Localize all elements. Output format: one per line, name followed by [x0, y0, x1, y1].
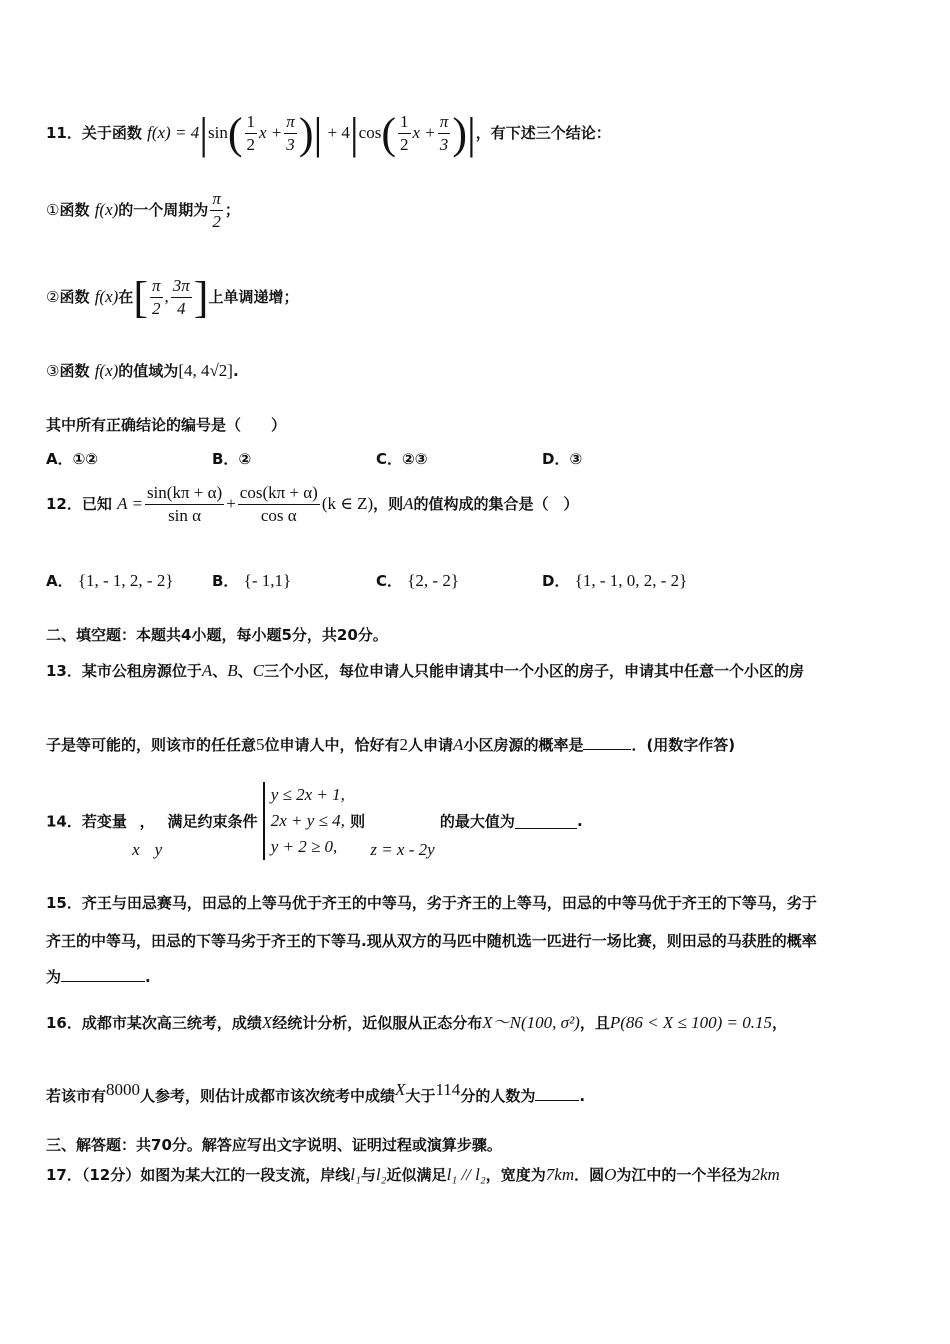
- paren: (: [227, 109, 243, 158]
- choice-label: D．: [542, 572, 570, 590]
- text: 15．齐王与田忌赛马，田忌的上等马优于齐王的中等马，劣于齐王的上等马，田忌的中等马优于齐王的下等马，劣于: [46, 894, 817, 912]
- text: 17．（12分）如图为某大江的一段支流，岸线: [46, 1166, 351, 1184]
- text: 近似满足: [386, 1166, 447, 1184]
- text: 函数: [59, 201, 90, 219]
- math-var: A: [403, 494, 414, 513]
- choice-label: D．: [542, 450, 570, 468]
- abs-bar: |: [313, 109, 323, 158]
- choice-text: ②: [238, 450, 252, 468]
- text: 函数: [59, 288, 90, 306]
- paren: ): [452, 109, 467, 158]
- text: .: [576, 812, 583, 830]
- text: 的值域为: [118, 362, 179, 380]
- numerator: π: [284, 111, 297, 134]
- text: 大于: [405, 1087, 436, 1105]
- choice-label: A．: [46, 572, 73, 590]
- math-var: B: [227, 661, 238, 680]
- text: 分的人数为: [460, 1087, 536, 1105]
- text: 满足约束条件: [167, 812, 258, 831]
- text: ，则: [373, 495, 404, 513]
- math-func: f(x) = 4: [147, 123, 200, 142]
- math-sin: sin: [208, 123, 228, 142]
- section-3-header: [46, 1134, 910, 1155]
- question-number: 12．: [46, 495, 82, 513]
- choice-label: B．: [212, 450, 239, 468]
- text: 齐王的中等马，田忌的下等马劣于齐王的下等马.现从双方的马匹中随机选一匹进行一场比赛，则田忌的马获胜的概率: [46, 932, 817, 950]
- q11-choice-a[interactable]: [46, 448, 98, 469]
- text: ，有下述三个结论：: [475, 124, 611, 142]
- text: 的一个周期为: [118, 201, 209, 219]
- math-var: l₁: [350, 1165, 361, 1184]
- text: ．(用数字作答): [631, 736, 736, 754]
- text: 则: [350, 812, 366, 831]
- text: 16．成都市某次高三统考，成绩: [46, 1014, 262, 1032]
- fraction-sin: [145, 482, 224, 527]
- math-func: f(x): [94, 361, 119, 380]
- numerator: 1: [245, 111, 258, 134]
- constraint: y + 2 ≥ 0,: [270, 837, 338, 856]
- fraction-half: [398, 111, 411, 156]
- answer-blank[interactable]: [515, 814, 577, 829]
- math-range: [4, 4√2]: [178, 361, 233, 380]
- bracket: [: [133, 273, 148, 322]
- math-var: X: [261, 1013, 273, 1032]
- text: 人参考，则估计成都市该次统考中成绩: [140, 1087, 396, 1105]
- statement-marker: ①: [46, 201, 60, 219]
- math-var: A: [453, 735, 464, 754]
- denominator: 3: [439, 135, 449, 154]
- choice-text: {1, - 1, 0, 2, - 2}: [574, 571, 688, 590]
- text: .: [232, 362, 239, 380]
- text: 、: [237, 662, 253, 680]
- numerator: 1: [398, 111, 411, 134]
- math-objective: z = x - 2y: [370, 840, 435, 859]
- text: 、: [212, 662, 228, 680]
- q12-choice-b[interactable]: [212, 570, 291, 591]
- math-cos: cos: [358, 123, 382, 142]
- text: ，宽度为: [485, 1166, 546, 1184]
- text: 14．若变量: [46, 812, 127, 831]
- text: 与: [360, 1166, 376, 1184]
- text: ，: [139, 812, 155, 831]
- math-probability: P(86 < X ≤ 100) = 0.15: [609, 1013, 772, 1032]
- q15-line-2: [46, 930, 910, 951]
- answer-blank[interactable]: [583, 735, 631, 750]
- text: .: [579, 1087, 586, 1105]
- q12-choice-a[interactable]: [46, 570, 174, 591]
- q17-stem: [46, 1164, 910, 1185]
- text: 为: [46, 968, 62, 986]
- section-title: 三、解答题：共70分。解答应写出文字说明、证明过程或演算步骤。: [46, 1136, 502, 1154]
- math-var: y: [154, 840, 163, 859]
- denominator: 2: [400, 135, 409, 154]
- text: 已知: [81, 495, 112, 513]
- q16-line-1: [46, 1008, 910, 1033]
- numerator: sin(kπ + α): [145, 482, 224, 505]
- text: 的值构成的集合是（ ）: [413, 495, 579, 513]
- math-plus: +: [226, 494, 236, 513]
- comma: ,: [164, 287, 169, 306]
- q12-choice-d[interactable]: [542, 570, 687, 591]
- choice-text: {1, - 1, 2, - 2}: [77, 571, 174, 590]
- q16-line-2: [46, 1080, 910, 1106]
- math-num: 114: [435, 1080, 461, 1099]
- math-term: x +: [259, 123, 283, 142]
- math-var: A: [201, 661, 213, 680]
- fraction-3pi-4: [171, 275, 192, 320]
- math-relation: l₁ // l₂: [446, 1165, 486, 1184]
- math-term: A =: [117, 494, 143, 513]
- text: 子是等可能的，则该市的任任意: [46, 736, 257, 754]
- numerator: π: [150, 275, 163, 298]
- math-func: f(x): [94, 287, 119, 306]
- fraction-pi-2: [150, 275, 163, 320]
- bracket: ]: [193, 273, 209, 322]
- constraint-system: [263, 782, 345, 860]
- math-num: 8000: [106, 1080, 141, 1099]
- denominator: cos α: [260, 506, 297, 525]
- math-condition: (k ∈ Z): [321, 494, 374, 513]
- text: 为江中的一个半径为: [616, 1166, 752, 1184]
- q15-line-1: [46, 892, 910, 913]
- math-length: 2km: [751, 1165, 780, 1184]
- statement-marker: ③: [46, 362, 60, 380]
- paren: ): [298, 109, 314, 158]
- q11-choice-c[interactable]: [376, 448, 427, 469]
- choice-label: C．: [376, 450, 403, 468]
- constraint: y ≤ 2x + 1,: [270, 785, 345, 804]
- math-num: 2: [399, 735, 409, 754]
- text: .: [145, 968, 151, 986]
- q11-stem: [46, 108, 910, 159]
- answer-blank[interactable]: [535, 1086, 579, 1101]
- math-var: C: [252, 661, 265, 680]
- text: 关于函数: [81, 124, 142, 142]
- section-title: 二、填空题：本题共4小题，每小题5分，共20分。: [46, 626, 388, 644]
- choice-label: A．: [46, 450, 73, 468]
- denominator: 4: [177, 299, 186, 318]
- text: 小区房源的概率是: [463, 736, 584, 754]
- text: 三个小区，每位申请人只能申请其中一个小区的房子，申请其中任意一个小区的房: [264, 662, 805, 680]
- choice-text: ②③: [402, 450, 428, 468]
- q13-line-2: [46, 734, 910, 755]
- q11-ask: [46, 414, 910, 435]
- text: 若该市有: [46, 1087, 107, 1105]
- q11-choice-d[interactable]: [542, 448, 582, 469]
- q11-choice-b[interactable]: [212, 448, 251, 469]
- denominator: 2: [246, 135, 255, 154]
- statement-marker: ②: [46, 288, 60, 306]
- fraction-half: [245, 111, 258, 156]
- q11-statement-1: [46, 188, 910, 233]
- math-var: O: [604, 1165, 617, 1184]
- fraction-pi-3: [284, 111, 297, 156]
- q12-choice-c[interactable]: [376, 570, 459, 591]
- choice-text: ①②: [72, 450, 99, 468]
- text: ；: [224, 201, 240, 219]
- math-term: + 4: [327, 123, 350, 142]
- numerator: π: [210, 188, 223, 211]
- q11-statement-2: [46, 272, 910, 323]
- math-term: x +: [412, 123, 436, 142]
- text: 在: [118, 288, 134, 306]
- math-func: f(x): [94, 200, 119, 219]
- choice-label: C．: [376, 572, 403, 590]
- numerator: cos(kπ + α): [238, 482, 320, 505]
- math-var: l₂: [375, 1165, 387, 1184]
- choice-text: {- 1,1}: [243, 571, 292, 590]
- denominator: sin α: [168, 506, 202, 525]
- answer-blank[interactable]: [61, 967, 145, 982]
- text: 13．某市公租房源位于: [46, 662, 202, 680]
- math-length: 7km: [545, 1165, 575, 1184]
- math-var: X: [395, 1080, 406, 1099]
- abs-bar: |: [349, 109, 359, 158]
- text: 上单调递增；: [208, 288, 299, 306]
- math-distribution: X～N(100, σ²): [482, 1013, 580, 1032]
- text: ，: [771, 1014, 787, 1032]
- text: 函数: [59, 362, 90, 380]
- text: ，且: [579, 1014, 610, 1032]
- denominator: 2: [151, 299, 161, 318]
- choice-text: {2, - 2}: [407, 571, 459, 590]
- choice-text: ③: [569, 450, 583, 468]
- text: 位申请人中，恰好有: [264, 736, 400, 754]
- denominator: 2: [212, 212, 221, 231]
- fraction-pi-2: [210, 188, 223, 233]
- abs-bar: |: [466, 109, 476, 158]
- q13-line-1: [46, 660, 910, 681]
- text: 其中所有正确结论的编号是（ ）: [46, 416, 287, 434]
- math-var: x: [132, 840, 140, 859]
- section-2-header: [46, 624, 910, 645]
- fraction-pi-3: [438, 111, 451, 156]
- question-number: 11．: [46, 124, 82, 142]
- q14-stem: [46, 782, 910, 860]
- constraint: 2x + y ≤ 4,: [270, 811, 345, 830]
- q12-stem: [46, 482, 910, 527]
- denominator: 3: [286, 135, 295, 154]
- q15-line-3: [46, 966, 910, 987]
- text: 人申请: [408, 736, 454, 754]
- abs-bar: |: [199, 109, 208, 158]
- paren: (: [381, 109, 396, 158]
- text: 的最大值为: [439, 812, 515, 831]
- text: 经统计分析，近似服从正态分布: [272, 1014, 483, 1032]
- numerator: π: [438, 111, 451, 134]
- fraction-cos: [238, 482, 320, 527]
- choice-label: B．: [212, 572, 239, 590]
- numerator: 3π: [171, 275, 192, 298]
- math-num: 5: [256, 735, 265, 754]
- text: ．圆: [574, 1166, 605, 1184]
- q11-statement-3: [46, 360, 910, 381]
